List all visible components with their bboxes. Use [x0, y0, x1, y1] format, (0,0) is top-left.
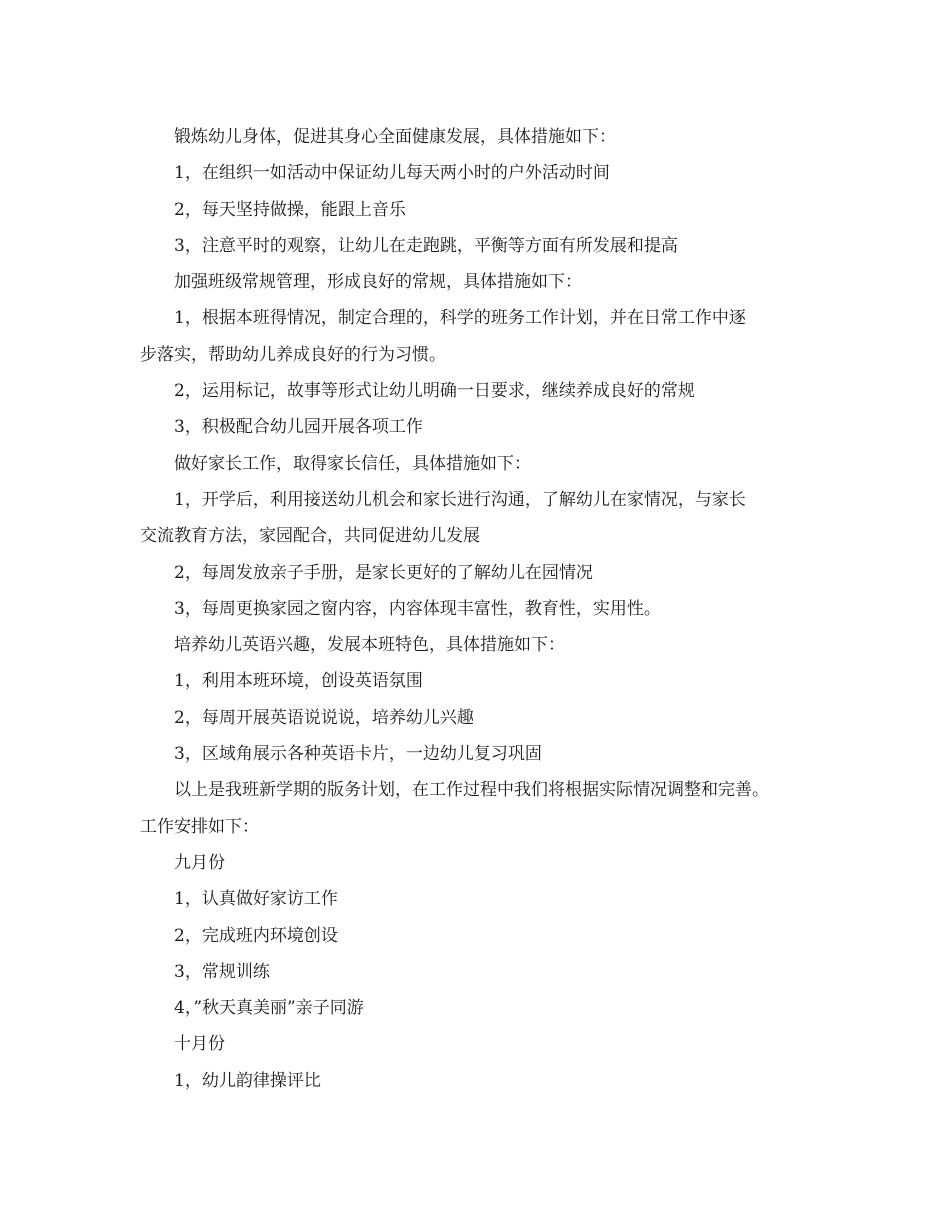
- month-heading: 九月份: [174, 852, 225, 873]
- list-item: 2，完成班内环境创设: [174, 925, 338, 946]
- list-item: 2，运用标记，故事等形式让幼儿明确一日要求，继续养成良好的常规: [174, 381, 695, 402]
- paragraph-heading: 锻炼幼儿身体，促进其身心全面健康发展，具体措施如下：: [174, 127, 616, 147]
- list-item: 2，每天坚持做操，能跟上音乐: [174, 199, 406, 220]
- list-item: 3，区域角展示各种英语卡片，一边幼儿复习巩固: [174, 744, 542, 765]
- summary-paragraph: 以上是我班新学期的版务计划，在工作过程中我们将根据实际情况调整和完善。: [174, 780, 769, 801]
- list-item: 1，根据本班得情况，制定合理的，科学的班务工作计划，并在日常工作中逐: [174, 308, 746, 329]
- list-item: 2，每周发放亲子手册，是家长更好的了解幼儿在园情况: [174, 562, 593, 583]
- list-item: 2，每周开展英语说说说，培养幼儿兴趣: [174, 707, 474, 728]
- list-item: 1，幼儿韵律操评比: [174, 1070, 321, 1091]
- paragraph-heading: 加强班级常规管理，形成良好的常规，具体措施如下：: [174, 272, 582, 293]
- list-item: 3，每周更换家园之窗内容，内容体现丰富性，教育性，实用性。: [174, 598, 661, 619]
- list-item: 3，注意平时的观察，让幼儿在走跑跳，平衡等方面有所发展和提高: [174, 235, 678, 256]
- list-item: 1，开学后，利用接送幼儿机会和家长进行沟通，了解幼儿在家情况，与家长: [174, 489, 746, 510]
- list-item: 4，”秋天真美丽”亲子同游: [174, 998, 364, 1019]
- document-body: [140, 119, 830, 1099]
- list-item: 1，在组织一如活动中保证幼儿每天两小时的户外活动时间: [174, 163, 610, 184]
- list-item: 3，常规训练: [174, 961, 270, 982]
- list-item: 1，认真做好家访工作: [174, 889, 338, 910]
- list-item-continuation: 交流教育方法，家园配合，共同促进幼儿发展: [140, 526, 480, 547]
- paragraph-heading: 培养幼儿英语兴趣，发展本班特色，具体措施如下：: [174, 635, 565, 656]
- list-item-continuation: 步落实，帮助幼儿养成良好的行为习惯。: [140, 344, 446, 365]
- paragraph-heading: 做好家长工作，取得家长信任，具体措施如下：: [174, 453, 531, 474]
- list-item: 1，利用本班环境，创设英语氛围: [174, 671, 423, 692]
- month-heading: 十月份: [174, 1034, 225, 1055]
- summary-paragraph-continuation: 工作安排如下：: [140, 816, 259, 837]
- list-item: 3，积极配合幼儿园开展各项工作: [174, 417, 423, 438]
